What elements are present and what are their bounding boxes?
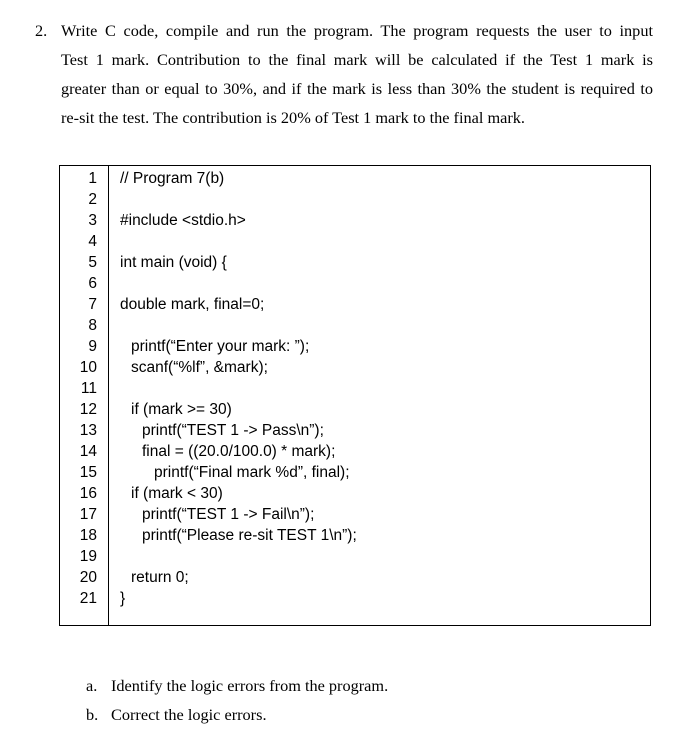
subquestion-text: Correct the logic errors. <box>111 705 267 724</box>
question-number: 2. <box>35 21 48 40</box>
code-line-12: if (mark >= 30) <box>131 401 232 418</box>
code-line-1: // Program 7(b) <box>120 170 225 187</box>
question-text-line-2: Test 1 mark. Contribution to the final mark will be calculated if the Test 1 mark is <box>61 50 653 69</box>
line-number: 10 <box>79 359 97 376</box>
subquestion-text: Identify the logic errors from the program. <box>111 676 389 695</box>
subquestion-b <box>86 705 486 727</box>
line-number: 12 <box>79 401 97 418</box>
line-number: 11 <box>80 380 97 397</box>
line-number: 17 <box>79 506 97 523</box>
line-number: 5 <box>88 254 97 271</box>
line-number: 20 <box>79 569 97 586</box>
line-number: 19 <box>79 548 97 565</box>
code-line-14: final = ((20.0/100.0) * mark); <box>142 443 336 460</box>
code-line-18: printf(“Please re-sit TEST 1\n”); <box>142 527 357 544</box>
line-number: 14 <box>79 443 97 460</box>
question-text-line-1: Write C code, compile and run the program. The program requests the user to input <box>61 21 653 40</box>
line-number: 8 <box>88 317 97 334</box>
code-line-20: return 0; <box>131 569 189 586</box>
line-number: 7 <box>88 296 97 313</box>
line-number: 3 <box>88 212 97 229</box>
line-number: 13 <box>79 422 97 439</box>
line-number: 4 <box>88 233 97 250</box>
line-number: 18 <box>79 527 97 544</box>
subquestion-label: b. <box>86 705 99 724</box>
line-number: 15 <box>79 464 97 481</box>
code-line-10: scanf(“%lf”, &mark); <box>131 359 268 376</box>
code-line-17: printf(“TEST 1 -> Fail\n”); <box>142 506 315 523</box>
line-number: 6 <box>88 275 97 292</box>
question-text-line-4: re-sit the test. The contribution is 20% of Test 1 mark to the final mark. <box>61 108 525 127</box>
line-number: 21 <box>79 590 97 607</box>
line-number: 16 <box>79 485 97 502</box>
subquestion-a <box>86 676 486 698</box>
code-line-7: double mark, final=0; <box>120 296 265 313</box>
code-line-13: printf(“TEST 1 -> Pass\n”); <box>142 422 324 439</box>
line-number-column <box>60 166 109 625</box>
line-number: 9 <box>88 338 97 355</box>
code-line-21: } <box>120 590 126 607</box>
question-text-line-3: greater than or equal to 30%, and if the mark is less than 30% the student is required to <box>61 79 653 98</box>
code-listing-table <box>59 165 651 626</box>
subquestion-label: a. <box>86 676 98 695</box>
code-line-16: if (mark < 30) <box>131 485 223 502</box>
code-line-9: printf(“Enter your mark: ”); <box>131 338 310 355</box>
code-line-5: int main (void) { <box>120 254 227 271</box>
line-number: 2 <box>88 191 97 208</box>
line-number: 1 <box>88 170 97 187</box>
code-line-3: #include <stdio.h> <box>120 212 246 229</box>
code-line-15: printf(“Final mark %d”, final); <box>154 464 350 481</box>
